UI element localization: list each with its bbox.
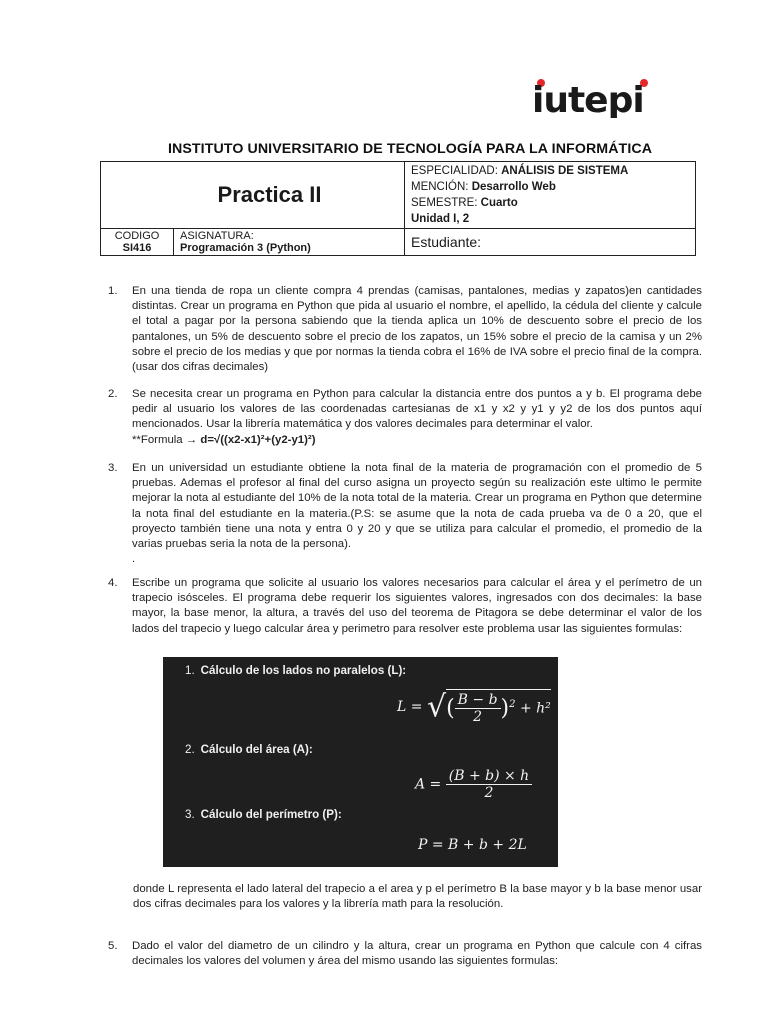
asignatura-label: ASIGNATURA: xyxy=(180,230,254,242)
header-table xyxy=(100,161,696,256)
formula-label-area xyxy=(185,743,313,756)
item-number: 1. xyxy=(108,285,118,297)
trapezoid-formula-image xyxy=(163,657,558,867)
item-text-wrap xyxy=(132,387,702,448)
logo-icon xyxy=(532,78,664,118)
logo-text: iutepi xyxy=(532,80,644,118)
mencion-label: MENCIÓN: xyxy=(411,181,469,193)
item-number: 2. xyxy=(108,388,118,400)
equation-sides xyxy=(397,689,551,725)
formula-note: donde L representa el lado lateral del trapecio a el area y p el perímetro B la base mayor y b la base menor usar dos cifras decimales para los valores y la librería math para la resolución. xyxy=(133,883,702,911)
item-text: En un universidad un estudiante obtiene la nota final de la materia de programación con el promedio de 5 pruebas. Ademas el profesor al final del curso asigna un proyecto según su realización este ultimo le permite mejorar la nota al estudiante del 10% de la nota total de la materia. Crear un programa en Python que determine la nota final del estudiante en la materia.(P.S: se asume que la nota de cada prueba va de 0 a 20, que el proyecto también tiene una nota y entra 0 y 20 y que se utiliza para calcular el promedio, el promedio de la varias pruebas seria la nota de la persona). xyxy=(132,462,702,551)
semestre-label: SEMESTRE: xyxy=(411,197,478,209)
formula-number: 1. xyxy=(185,664,195,677)
practice-title: Practica II xyxy=(101,162,405,229)
codigo-label: CODIGO xyxy=(114,230,160,242)
frac-den: 2 xyxy=(484,785,494,801)
formula-label-perimeter xyxy=(185,808,342,821)
codigo-value: SI416 xyxy=(122,242,152,254)
iutepi-logo xyxy=(532,78,664,118)
item-text: Escribe un programa que solicite al usuario los valores necesarios para calcular el área y el perímetro de un trapecio isósceles. El programa debe requerir los siguientes valores, ingresados con dos decimales: la base mayor, la base menor, la altura, a través del uso del teorema de Pitagora se debe determinar el valor de los lados del trapecio y luego calcular área y perimetro para resolver este problema usar las siguientes formulas: xyxy=(132,577,702,635)
frac-den: 2 xyxy=(473,709,483,725)
paren-close: ) xyxy=(500,696,510,721)
item-text: En una tienda de ropa un cliente compra 4 prendas (camisas, pantalones, medias y zapatos)en cantidades distintas. Crear un programa en Python que pida al usuario el nombre, el apellido, la cédula del cliente y calcule el total a pagar por la persona sabiendo que la tienda aplica un 10% de descuento sobre el precio de los pantalones, un 5% de descuento sobre el precio de los zapatos, un 15% sobre el precio de la camisa y un 2% sobre el precio de los medias y que por normas la tienda cobra el 16% de IVA sobre el precio final de la compra.(usar dos cifras decimales) xyxy=(132,285,702,374)
equation-area xyxy=(415,768,532,801)
equation-perimeter: P = B + b + 2L xyxy=(418,837,527,853)
item-number: 5. xyxy=(108,940,118,952)
institute-name: INSTITUTO UNIVERSITARIO DE TECNOLOGÍA PARA LA INFORMÁTICA xyxy=(167,141,653,157)
paren-open: ( xyxy=(446,696,455,721)
item-trailing: . xyxy=(132,553,136,566)
formula-prefix: **Formula → xyxy=(132,433,198,446)
frac-L xyxy=(455,692,501,725)
formula-label: Cálculo del área (A): xyxy=(200,743,313,756)
specs-cell xyxy=(405,162,696,229)
item-number: 3. xyxy=(108,462,118,474)
frac-num: (B + b) × h xyxy=(446,768,532,785)
asignatura-value: Programación 3 (Python) xyxy=(180,242,311,254)
frac-A xyxy=(446,768,532,801)
formula-label: Cálculo del perímetro (P): xyxy=(200,808,342,821)
frac-num: B − b xyxy=(455,692,501,709)
eq-lhs: A = xyxy=(415,776,442,793)
formula-text: d=√((x2-x1)²+(y2-y1)²) xyxy=(200,433,316,446)
unidad-value: Unidad I, 2 xyxy=(411,213,470,225)
semestre-value: Cuarto xyxy=(480,197,518,209)
formula-label-sides xyxy=(185,664,406,677)
item-text-wrap xyxy=(132,461,702,567)
sqrt-symbol: √ xyxy=(426,689,447,725)
formula-number: 2. xyxy=(185,743,195,756)
formula-label: Cálculo de los lados no paralelos (L): xyxy=(200,664,407,677)
estudiante-cell: Estudiante: xyxy=(405,229,696,256)
eq-lhs: L = xyxy=(397,699,423,715)
asignatura-cell xyxy=(174,229,405,256)
distance-formula xyxy=(132,434,316,446)
especialidad-value: ANÁLISIS DE SISTEMA xyxy=(501,165,629,177)
item-number: 4. xyxy=(108,577,118,589)
item-text: Se necesita crear un programa en Python para calcular la distancia entre dos puntos a y b. El programa debe pedir al usuario los valores de las coordenadas cartesianas de x1 y x2 y y1 y y2 de los dos puntos aquí mencionados. Usar la librería matemática y dos valores decimales para determinar el valor. xyxy=(132,388,702,431)
exponent: 2 xyxy=(509,698,516,710)
codigo-cell xyxy=(101,229,174,256)
especialidad-label: ESPECIALIDAD: xyxy=(411,165,498,177)
mencion-value: Desarrollo Web xyxy=(471,181,556,193)
sqrt-body xyxy=(446,689,551,725)
eq-tail: + h² xyxy=(519,700,551,717)
formula-number: 3. xyxy=(185,808,195,821)
item-text: Dado el valor del diametro de un cilindro y la altura, crear un programa en Python que calcule con 4 cifras decimales los valores del volumen y área del mismo usando las siguientes formulas: xyxy=(132,940,702,968)
